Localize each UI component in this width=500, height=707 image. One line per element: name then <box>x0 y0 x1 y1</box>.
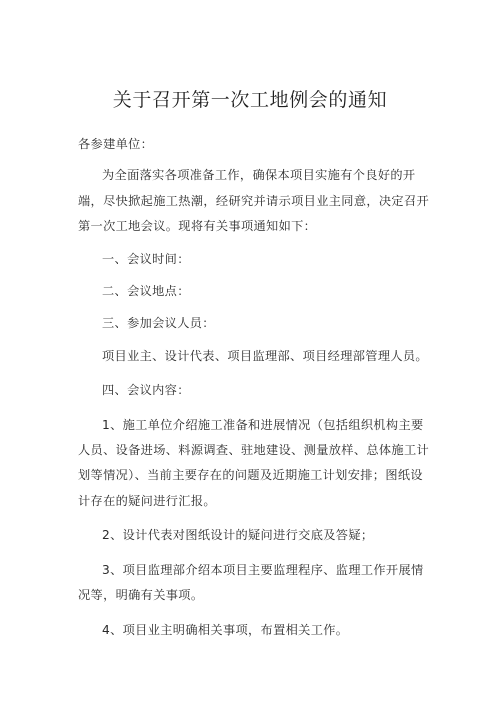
salutation: 各参建单位： <box>78 137 154 151</box>
content-item-1: 1、施工单位介绍施工准备和进展情况（包括组织机构主要人员、设备进场、料源调查、驻地建设、测量放样、总体施工计划等情况）、当前主要存在的问题及近期施工计划安排；图纸设计存在的疑问进行汇报。 <box>78 417 430 508</box>
document-title: 关于召开第一次工地例会的通知 <box>112 89 388 111</box>
section-meeting-place: 二、会议地点： <box>102 284 190 299</box>
participants-text: 项目业主、设计代表、项目监理部、项目经理部管理人员。 <box>102 348 428 363</box>
content-item-4: 4、项目业主明确相关事项，布置相关工作。 <box>102 622 349 637</box>
section-meeting-time: 一、会议时间： <box>102 251 190 266</box>
section-meeting-content: 四、会议内容： <box>102 383 190 398</box>
content-item-2: 2、设计代表对图纸设计的疑问进行交底及答疑； <box>102 528 374 543</box>
intro-paragraph: 为全面落实各项准备工作，确保本项目实施有个良好的开端，尽快掀起施工热潮，经研究并请示项目业主同意，决定召开第一次工地会议。现将有关事项通知如下： <box>78 168 430 234</box>
section-participants: 三、参加会议人员： <box>102 316 215 331</box>
document-body <box>78 132 433 643</box>
content-item-3: 3、项目监理部介绍本项目主要监理程序、监理工作开展情况等，明确有关事项。 <box>78 562 424 603</box>
